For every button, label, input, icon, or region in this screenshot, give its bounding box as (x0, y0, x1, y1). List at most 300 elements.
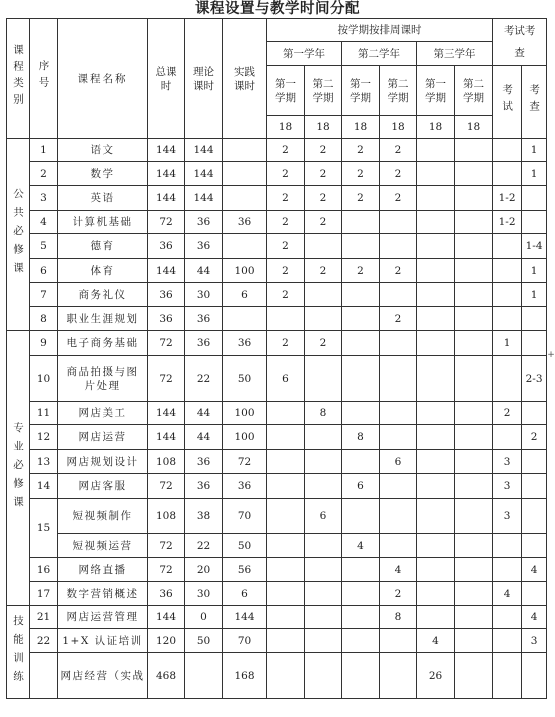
cell-t5 (417, 307, 455, 331)
table-row (7, 283, 547, 307)
cell-t4 (380, 402, 417, 425)
cell-exam (493, 558, 522, 582)
cell-t6 (455, 331, 493, 356)
cell-t5 (417, 356, 455, 402)
cell-t3 (342, 234, 380, 259)
header-weeks: 18 (305, 116, 342, 139)
cell-check (522, 653, 547, 699)
cell-total: 468 (148, 653, 185, 699)
cell-theory: 144 (185, 186, 223, 211)
cell-t5: 26 (417, 653, 455, 699)
cell-theory: 30 (185, 283, 223, 307)
cell-t4 (380, 331, 417, 356)
cell-t5 (417, 558, 455, 582)
cell-name: 1+X 认证培训 (58, 629, 148, 653)
header-weeks: 18 (380, 116, 417, 139)
cell-t1 (267, 474, 305, 499)
cell-practice: 72 (223, 450, 267, 474)
cell-practice: 50 (223, 356, 267, 402)
cell-total: 108 (148, 450, 185, 474)
cell-t5 (417, 425, 455, 450)
cell-t6 (455, 139, 493, 162)
cell-t5 (417, 582, 455, 606)
cell-practice: 36 (223, 331, 267, 356)
cell-check (522, 402, 547, 425)
cell-t3 (342, 558, 380, 582)
cell-theory: 144 (185, 139, 223, 162)
cell-check (522, 307, 547, 331)
cell-check: 4 (522, 606, 547, 629)
cell-t6 (455, 474, 493, 499)
category-cell: 公共必修课 (7, 139, 30, 331)
cell-t5: 4 (417, 629, 455, 653)
cell-check: 4 (522, 558, 547, 582)
cell-t6 (455, 283, 493, 307)
cell-total: 36 (148, 234, 185, 259)
cell-seq: 21 (30, 606, 58, 629)
header-term: 第一学期 (267, 66, 305, 116)
cell-practice (223, 307, 267, 331)
header-weekly-hours: 按学期按排周课时 (267, 19, 493, 42)
header-total-hours: 总课时 (148, 19, 185, 139)
cell-t1 (267, 402, 305, 425)
table-row (7, 474, 547, 499)
cell-t6 (455, 629, 493, 653)
cell-name: 商品拍摄与图片处理 (58, 356, 148, 402)
table-row (7, 629, 547, 653)
cell-name: 电子商务基础 (58, 331, 148, 356)
cell-name: 短视频运营 (58, 534, 148, 558)
cell-seq: 3 (30, 186, 58, 211)
cell-name: 数学 (58, 162, 148, 186)
cell-practice: 6 (223, 283, 267, 307)
cell-t4: 2 (380, 162, 417, 186)
cell-theory: 36 (185, 234, 223, 259)
cell-total: 36 (148, 283, 185, 307)
cell-t6 (455, 307, 493, 331)
cell-name: 网店客服 (58, 474, 148, 499)
cell-t3 (342, 402, 380, 425)
header-exam: 考试 (493, 66, 522, 139)
cell-seq: 11 (30, 402, 58, 425)
cell-exam (493, 162, 522, 186)
cell-t3 (342, 629, 380, 653)
cell-t3 (342, 582, 380, 606)
cell-t2: 2 (305, 331, 342, 356)
cell-seq: 15 (30, 499, 58, 558)
cell-exam: 1 (493, 331, 522, 356)
cell-t3: 6 (342, 474, 380, 499)
cell-name: 体育 (58, 259, 148, 283)
cell-practice: 70 (223, 499, 267, 534)
cell-theory: 50 (185, 629, 223, 653)
cell-check: 1-4 (522, 234, 547, 259)
header-exam-group: 考试考查 (493, 19, 547, 66)
cell-name: 计算机基础 (58, 211, 148, 234)
cell-check (522, 211, 547, 234)
header-term: 第一学期 (417, 66, 455, 116)
cell-practice (223, 162, 267, 186)
cell-t1: 2 (267, 186, 305, 211)
cell-t1 (267, 307, 305, 331)
cell-seq: 13 (30, 450, 58, 474)
cell-t6 (455, 606, 493, 629)
cell-t5 (417, 162, 455, 186)
table-row (7, 534, 547, 558)
cell-t4 (380, 283, 417, 307)
cell-t1: 6 (267, 356, 305, 402)
cell-name: 数字营销概述 (58, 582, 148, 606)
cell-t6 (455, 450, 493, 474)
header-practice-hours: 实践课时 (223, 19, 267, 139)
cell-t4: 4 (380, 558, 417, 582)
cell-exam (493, 234, 522, 259)
cell-t3: 2 (342, 162, 380, 186)
curriculum-table (6, 18, 547, 699)
cell-t3 (342, 499, 380, 534)
cell-seq: 9 (30, 331, 58, 356)
table-row (7, 653, 547, 699)
header-check: 考查 (522, 66, 547, 139)
cell-check (522, 499, 547, 534)
cell-seq: 14 (30, 474, 58, 499)
table-row (7, 234, 547, 259)
cell-practice: 100 (223, 259, 267, 283)
cell-t2 (305, 606, 342, 629)
cell-theory: 44 (185, 425, 223, 450)
cell-name: 英语 (58, 186, 148, 211)
cell-check: 1 (522, 283, 547, 307)
cell-theory: 22 (185, 356, 223, 402)
cell-t1: 2 (267, 211, 305, 234)
table-row (7, 450, 547, 474)
cell-t1: 2 (267, 283, 305, 307)
header-term: 第一学期 (342, 66, 380, 116)
cell-exam: 4 (493, 582, 522, 606)
header-term: 第二学期 (305, 66, 342, 116)
cell-total: 144 (148, 186, 185, 211)
cell-t1: 2 (267, 139, 305, 162)
cell-t2 (305, 474, 342, 499)
cell-t6 (455, 653, 493, 699)
cell-t2 (305, 558, 342, 582)
cell-seq: 4 (30, 211, 58, 234)
cell-t6 (455, 211, 493, 234)
cell-exam: 1-2 (493, 186, 522, 211)
page-title: 课程设置与教学时间分配 (195, 1, 360, 17)
cell-exam (493, 629, 522, 653)
cell-exam (493, 356, 522, 402)
cell-t6 (455, 259, 493, 283)
cell-check (522, 331, 547, 356)
cell-t4 (380, 234, 417, 259)
cell-name: 短视频制作 (58, 499, 148, 534)
cell-exam (493, 606, 522, 629)
cell-name: 网店运营 (58, 425, 148, 450)
cell-total: 144 (148, 162, 185, 186)
cell-theory: 44 (185, 259, 223, 283)
cell-t2: 8 (305, 402, 342, 425)
cell-t4: 2 (380, 139, 417, 162)
cell-t1 (267, 653, 305, 699)
cell-t5 (417, 499, 455, 534)
cell-exam (493, 425, 522, 450)
cell-total: 72 (148, 331, 185, 356)
cell-theory: 44 (185, 402, 223, 425)
cell-seq: 5 (30, 234, 58, 259)
cell-t4: 8 (380, 606, 417, 629)
cell-theory: 36 (185, 211, 223, 234)
cell-total: 144 (148, 606, 185, 629)
cell-t1 (267, 629, 305, 653)
cell-t1 (267, 425, 305, 450)
cell-t4 (380, 474, 417, 499)
cell-practice: 36 (223, 211, 267, 234)
category-cell: 专业必修课 (7, 331, 30, 606)
cell-t5 (417, 534, 455, 558)
cell-exam (493, 534, 522, 558)
cell-total: 72 (148, 558, 185, 582)
header-weeks: 18 (417, 116, 455, 139)
cell-practice: 36 (223, 474, 267, 499)
cell-t6 (455, 186, 493, 211)
header-year3: 第三学年 (417, 42, 493, 66)
cell-practice: 168 (223, 653, 267, 699)
cell-seq: 10 (30, 356, 58, 402)
table-row (7, 402, 547, 425)
cell-t5 (417, 259, 455, 283)
cell-t1 (267, 558, 305, 582)
cell-theory: 36 (185, 474, 223, 499)
header-term: 第二学期 (380, 66, 417, 116)
cell-check (522, 474, 547, 499)
cell-check (522, 450, 547, 474)
table-row (7, 162, 547, 186)
cell-t3 (342, 211, 380, 234)
cell-t4 (380, 499, 417, 534)
cell-practice (223, 234, 267, 259)
cell-name: 网店经营（实战 (58, 653, 148, 699)
cell-total: 72 (148, 211, 185, 234)
cell-name: 职业生涯规划 (58, 307, 148, 331)
side-mark: + (547, 350, 555, 360)
cell-t6 (455, 499, 493, 534)
cell-t3: 4 (342, 534, 380, 558)
cell-t5 (417, 606, 455, 629)
cell-t4: 2 (380, 307, 417, 331)
cell-t2 (305, 283, 342, 307)
cell-seq: 12 (30, 425, 58, 450)
cell-name: 网店美工 (58, 402, 148, 425)
table-row (7, 307, 547, 331)
table-row (7, 499, 547, 534)
header-year1: 第一学年 (267, 42, 342, 66)
cell-t2: 2 (305, 139, 342, 162)
cell-t3: 2 (342, 259, 380, 283)
cell-theory: 22 (185, 534, 223, 558)
cell-t4: 2 (380, 259, 417, 283)
table-row (7, 606, 547, 629)
cell-exam: 3 (493, 450, 522, 474)
cell-practice: 6 (223, 582, 267, 606)
cell-t6 (455, 234, 493, 259)
category-cell: 技能训练 (7, 606, 30, 699)
cell-t4 (380, 653, 417, 699)
cell-total: 72 (148, 534, 185, 558)
cell-total: 144 (148, 139, 185, 162)
cell-t6 (455, 534, 493, 558)
table-row (7, 425, 547, 450)
cell-practice: 100 (223, 402, 267, 425)
cell-t2 (305, 356, 342, 402)
cell-exam (493, 139, 522, 162)
cell-t2: 2 (305, 211, 342, 234)
cell-t4: 2 (380, 186, 417, 211)
cell-theory: 0 (185, 606, 223, 629)
cell-t6 (455, 162, 493, 186)
cell-t6 (455, 425, 493, 450)
cell-t3 (342, 653, 380, 699)
cell-total: 72 (148, 474, 185, 499)
cell-seq: 22 (30, 629, 58, 653)
cell-t5 (417, 474, 455, 499)
cell-t1: 2 (267, 234, 305, 259)
cell-check (522, 582, 547, 606)
cell-total: 120 (148, 629, 185, 653)
table-row (7, 211, 547, 234)
cell-theory: 20 (185, 558, 223, 582)
cell-name: 商务礼仪 (58, 283, 148, 307)
header-year2: 第二学年 (342, 42, 417, 66)
cell-theory: 36 (185, 307, 223, 331)
cell-total: 36 (148, 307, 185, 331)
cell-t2: 2 (305, 186, 342, 211)
cell-seq: 8 (30, 307, 58, 331)
cell-t1 (267, 499, 305, 534)
cell-t3 (342, 331, 380, 356)
cell-t5 (417, 402, 455, 425)
cell-exam: 1-2 (493, 211, 522, 234)
cell-t5 (417, 450, 455, 474)
cell-practice: 144 (223, 606, 267, 629)
cell-practice: 70 (223, 629, 267, 653)
cell-t3: 2 (342, 139, 380, 162)
cell-t2 (305, 234, 342, 259)
cell-t5 (417, 283, 455, 307)
cell-exam: 3 (493, 499, 522, 534)
cell-exam (493, 653, 522, 699)
cell-t1: 2 (267, 331, 305, 356)
cell-t4 (380, 629, 417, 653)
cell-t3: 8 (342, 425, 380, 450)
cell-theory: 30 (185, 582, 223, 606)
cell-t1 (267, 450, 305, 474)
cell-theory: 144 (185, 162, 223, 186)
cell-name: 网店规划设计 (58, 450, 148, 474)
cell-theory: 36 (185, 331, 223, 356)
cell-t2: 6 (305, 499, 342, 534)
cell-t2 (305, 582, 342, 606)
header-weeks: 18 (342, 116, 380, 139)
cell-t4 (380, 534, 417, 558)
cell-t4 (380, 425, 417, 450)
cell-check: 1 (522, 259, 547, 283)
cell-t6 (455, 356, 493, 402)
table-row (7, 259, 547, 283)
cell-practice: 100 (223, 425, 267, 450)
cell-theory: 36 (185, 450, 223, 474)
cell-t2 (305, 534, 342, 558)
cell-practice: 50 (223, 534, 267, 558)
cell-name: 网络直播 (58, 558, 148, 582)
cell-check (522, 186, 547, 211)
cell-theory (185, 653, 223, 699)
cell-practice: 56 (223, 558, 267, 582)
header-seq: 序号 (30, 19, 58, 139)
header-theory-hours: 理论课时 (185, 19, 223, 139)
cell-t3 (342, 356, 380, 402)
cell-exam (493, 283, 522, 307)
cell-seq: 17 (30, 582, 58, 606)
cell-total: 72 (148, 356, 185, 402)
cell-t3 (342, 606, 380, 629)
cell-t4: 6 (380, 450, 417, 474)
cell-name: 网店运营管理 (58, 606, 148, 629)
cell-seq: 1 (30, 139, 58, 162)
cell-seq: 6 (30, 259, 58, 283)
cell-t6 (455, 558, 493, 582)
cell-total: 144 (148, 425, 185, 450)
cell-t5 (417, 211, 455, 234)
table-row (7, 582, 547, 606)
cell-seq: 7 (30, 283, 58, 307)
cell-t3: 2 (342, 186, 380, 211)
cell-seq (30, 653, 58, 699)
header-weeks: 18 (455, 116, 493, 139)
header-category: 课程类别 (7, 19, 30, 139)
cell-t1: 2 (267, 259, 305, 283)
cell-t2 (305, 307, 342, 331)
cell-check: 3 (522, 629, 547, 653)
cell-total: 36 (148, 582, 185, 606)
cell-total: 144 (148, 402, 185, 425)
cell-check: 1 (522, 162, 547, 186)
cell-t1 (267, 534, 305, 558)
table-row (7, 356, 547, 402)
cell-t2 (305, 653, 342, 699)
header-course-name: 课程名称 (58, 19, 148, 139)
cell-t3 (342, 283, 380, 307)
table-body (7, 139, 547, 699)
cell-seq: 16 (30, 558, 58, 582)
cell-t1: 2 (267, 162, 305, 186)
table-row (7, 331, 547, 356)
cell-total: 108 (148, 499, 185, 534)
header-weeks: 18 (267, 116, 305, 139)
table-row (7, 186, 547, 211)
cell-exam (493, 259, 522, 283)
cell-t6 (455, 582, 493, 606)
cell-check: 1 (522, 139, 547, 162)
cell-t5 (417, 331, 455, 356)
cell-t6 (455, 402, 493, 425)
cell-t4: 2 (380, 582, 417, 606)
cell-t5 (417, 234, 455, 259)
cell-t5 (417, 186, 455, 211)
cell-exam: 2 (493, 402, 522, 425)
cell-t2 (305, 629, 342, 653)
table-row (7, 558, 547, 582)
